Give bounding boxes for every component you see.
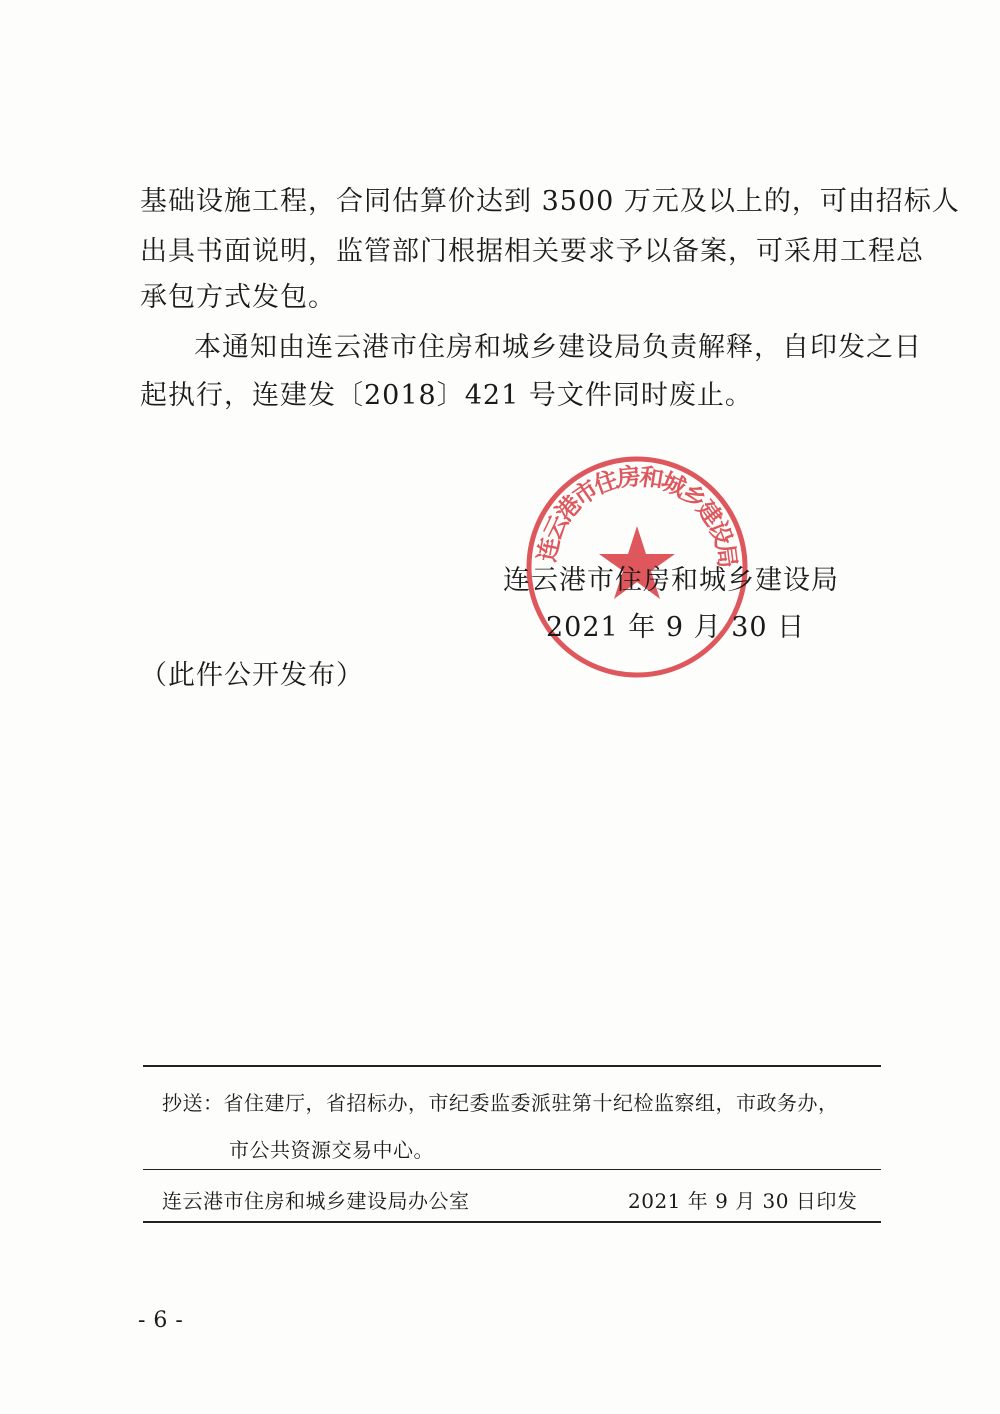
footer-middle-rule bbox=[143, 1169, 881, 1170]
cc-label: 抄送： bbox=[162, 1091, 224, 1115]
body-line-2: 出具书面说明，监管部门根据相关要求予以备案，可采用工程总 bbox=[140, 236, 924, 267]
footer-top-rule bbox=[143, 1065, 881, 1067]
issuer-office: 连云港市住房和城乡建设局办公室 bbox=[162, 1189, 470, 1213]
cc-line-2: 市公共资源交易中心。 bbox=[229, 1138, 434, 1162]
page-number: - 6 - bbox=[138, 1308, 184, 1333]
issue-date: 2021 年 9 月 30 日印发 bbox=[628, 1189, 858, 1213]
cc-recipients: 省住建厅，省招标办，市纪委监委派驻第十纪检监察组，市政务办， bbox=[223, 1091, 839, 1115]
signature-date: 2021 年 9 月 30 日 bbox=[546, 612, 806, 643]
body-line-4: 本通知由连云港市住房和城乡建设局负责解释，自印发之日 bbox=[194, 332, 922, 363]
footer-bottom-rule bbox=[143, 1221, 881, 1223]
body-line-1: 基础设施工程，合同估算价达到 3500 万元及以上的，可由招标人 bbox=[140, 186, 960, 217]
body-line-3: 承包方式发包。 bbox=[140, 282, 336, 313]
body-line-5: 起执行，连建发〔2018〕421 号文件同时废止。 bbox=[140, 380, 753, 411]
signature-organization: 连云港市住房和城乡建设局 bbox=[503, 565, 839, 596]
seal-text-graphic: 连云港市住房和城乡建设局 bbox=[531, 461, 743, 570]
cc-line-1 bbox=[162, 1090, 839, 1116]
disclosure-note: （此件公开发布） bbox=[140, 660, 364, 691]
